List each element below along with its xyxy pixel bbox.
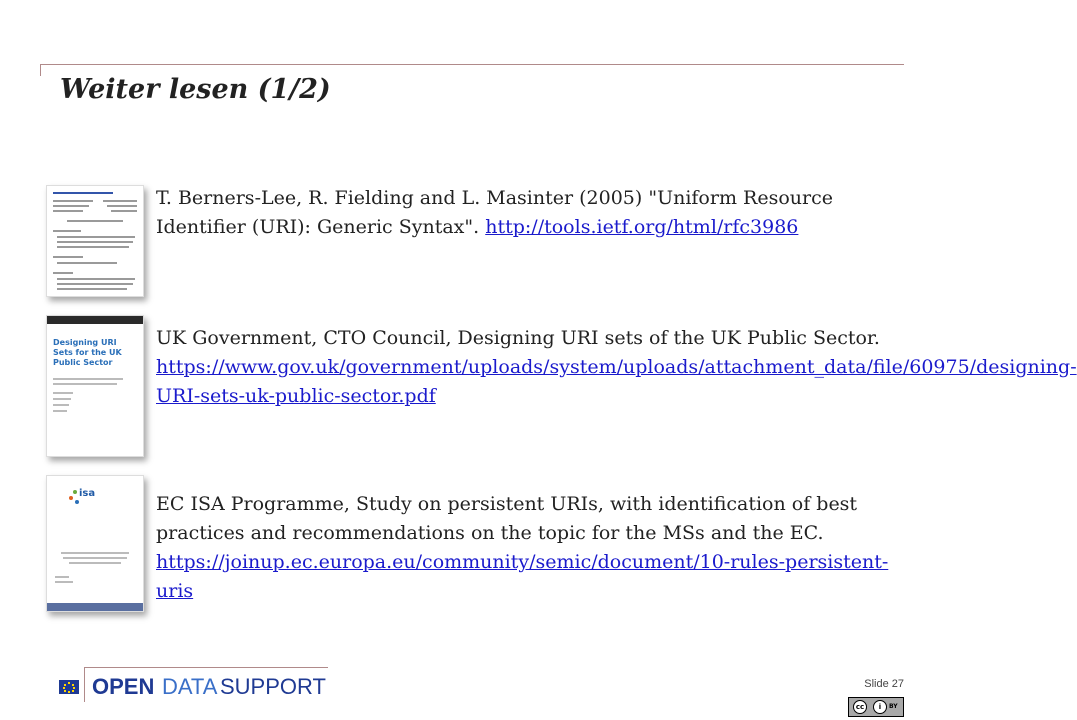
rfc-document-thumbnail <box>46 185 144 297</box>
reference-entry-2 <box>156 324 1077 411</box>
reference-entry-1 <box>156 184 906 242</box>
header-rule-tick <box>40 64 41 76</box>
reference-link-ukgov-uri-sets[interactable]: https://www.gov.uk/government/uploads/system/uploads/attachment_data/file/60975/designing-URI-sets-uk-public-sector.pdf <box>156 356 1077 407</box>
cc-by-license-badge <box>848 697 904 717</box>
logo-support: SUPPORT <box>220 674 326 699</box>
header-rule <box>40 64 904 65</box>
reference-text-1: T. Berners-Lee, R. Fielding and L. Masinter (2005) "Uniform Resource Identifier (URI): Generic Syntax". <box>156 187 833 238</box>
reference-link-rfc3986[interactable]: http://tools.ietf.org/html/rfc3986 <box>485 216 799 238</box>
eu-flag-icon <box>59 680 79 694</box>
ukgov-thumbnail-title: Designing URI Sets for the UK Public Sector <box>53 338 122 367</box>
isa-footer-bar <box>47 603 143 611</box>
isa-logo: isa <box>79 488 96 499</box>
footer-rule-tick <box>84 667 85 702</box>
cc-icon: cc <box>853 700 867 714</box>
logo-open: OPEN <box>92 674 155 699</box>
ukgov-header-bar <box>47 316 143 324</box>
by-label: BY <box>889 703 898 710</box>
reference-text-3: EC ISA Programme, Study on persistent URIs, with identification of best practices and recommendations on the topic for the MSs and the EC. <box>156 493 858 544</box>
slide-title: Weiter lesen (1/2) <box>60 74 331 105</box>
footer-rule <box>84 667 328 668</box>
logo-data: DATA <box>162 674 218 699</box>
reference-text-2: UK Government, CTO Council, Designing URI sets of the UK Public Sector. <box>156 327 880 349</box>
ukgov-document-thumbnail <box>46 315 144 457</box>
slide-number: Slide 27 <box>864 678 904 690</box>
reference-entry-3 <box>156 490 906 606</box>
by-attribution-icon: i <box>873 700 887 714</box>
isa-document-thumbnail <box>46 475 144 612</box>
reference-link-persistent-uris[interactable]: https://joinup.ec.europa.eu/community/semic/document/10-rules-persistent-uris <box>156 551 889 602</box>
